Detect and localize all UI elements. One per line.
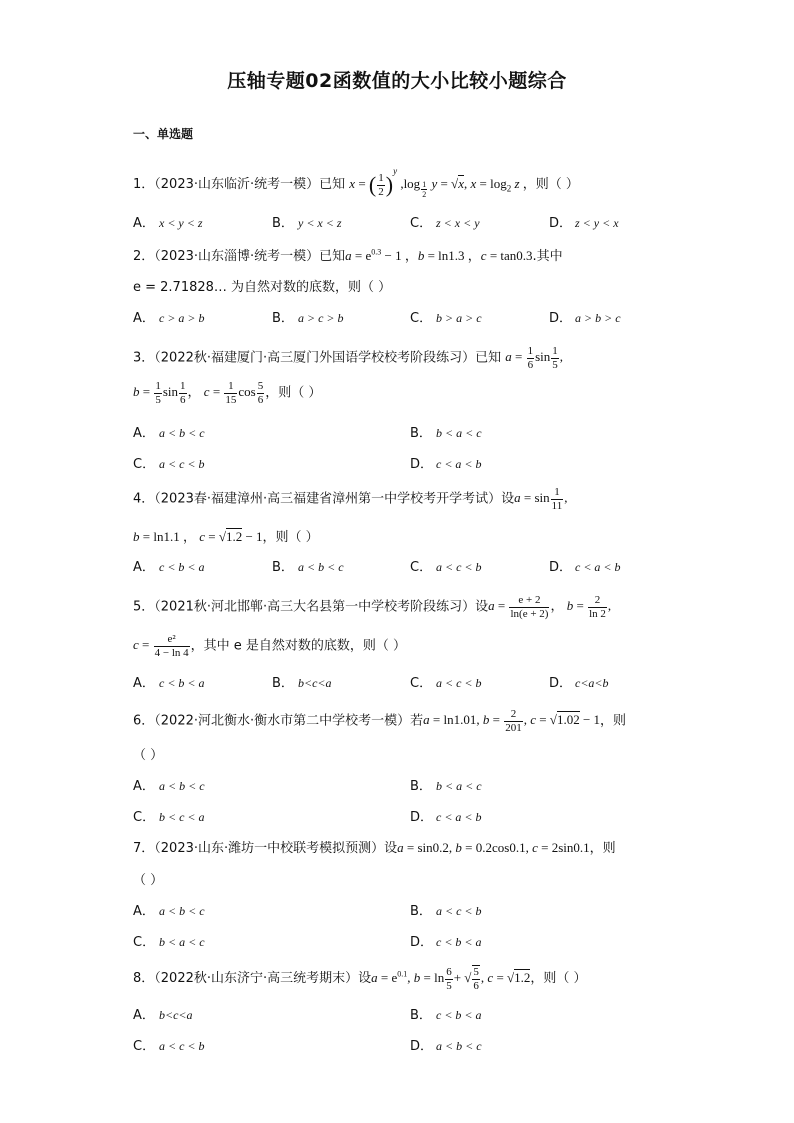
question-source: （2022·河北衡水·衡水市第二中学校考一模）若 (154, 713, 424, 729)
option-label: D． (549, 560, 573, 575)
question-4 (133, 486, 568, 513)
option-text: a < b < c (298, 560, 344, 574)
option-label: B． (272, 216, 294, 231)
option-label: B． (410, 779, 432, 794)
option-label: A． (133, 311, 155, 326)
option-text: c < b < a (159, 560, 205, 574)
question-source: （2023·山东·潍坊一中校联考模拟预测）设 (154, 841, 398, 856)
option-text: a > c > b (298, 311, 344, 325)
option-d[interactable] (549, 672, 609, 691)
option-label: B． (410, 426, 432, 441)
question-5 (133, 594, 611, 621)
question-source: （2023·山东临沂·统考一模）已知 (154, 177, 346, 192)
option-label: C． (133, 1039, 156, 1054)
option-b[interactable] (272, 556, 344, 575)
question-tail: ，则（ ） (530, 970, 587, 986)
option-text: a < b < c (159, 904, 205, 918)
option-text: b > a > c (436, 311, 482, 325)
question-math: a = ln1.01, b = $\frac{2}{201}$ , c = √1.02 − 1 (423, 708, 601, 734)
option-d[interactable] (410, 453, 482, 472)
option-label: C． (410, 311, 433, 326)
option-text: a < b < c (159, 779, 205, 793)
question-math: $a = e^{0.3} - 1$ ，b = ln1.3 ，c = tan0.3 (345, 247, 533, 263)
question-3 (133, 345, 563, 372)
question-number: 6． (133, 713, 155, 729)
option-c[interactable] (133, 931, 205, 950)
option-text: a < c < b (436, 904, 482, 918)
option-label: A． (133, 426, 155, 441)
option-text: c < a < b (436, 457, 482, 471)
option-b[interactable] (410, 1004, 482, 1023)
question-6-line2: （ ） (133, 748, 164, 763)
option-text: c < a < b (575, 560, 621, 574)
option-label: B． (272, 676, 294, 691)
question-2-line2: e = 2.71828… 为自然对数的底数，则（ ） (133, 280, 392, 295)
question-math: b = ln1.1 ， c = √1.2 − 1 (133, 529, 263, 544)
question-source: （2023春·福建漳州·高三福建省漳州第一中学校考开学考试）设 (154, 491, 515, 507)
option-c[interactable] (410, 307, 482, 326)
question-number: 2． (133, 249, 155, 264)
option-c[interactable] (410, 556, 482, 575)
option-text: x < y < z (159, 216, 203, 230)
question-math: b = $\frac{1}{5}$ sin $\frac{1}{6}$ ， c = $\frac{1}{15}$ cos $\frac{5}{6}$ (133, 380, 264, 406)
option-c[interactable] (133, 806, 205, 825)
option-label: A． (133, 904, 155, 919)
option-label: D． (549, 311, 573, 326)
option-b[interactable] (410, 422, 482, 441)
option-c[interactable] (133, 1035, 205, 1054)
question-source: （2022秋·山东济宁·高三统考期末）设 (154, 970, 372, 986)
option-text: a < c < b (436, 560, 482, 574)
option-d[interactable] (410, 931, 482, 950)
option-label: D． (410, 935, 434, 950)
option-text: a < b < c (436, 1039, 482, 1053)
option-text: z < y < x (575, 216, 619, 230)
question-6 (133, 708, 626, 735)
question-math: a = sin $\frac{1}{11}$ , (514, 486, 568, 512)
question-source: （2023·山东淄博·统考一模）已知 (154, 249, 346, 264)
option-a[interactable] (133, 422, 205, 441)
option-b[interactable] (272, 212, 342, 231)
question-source: （2021秋·河北邯郸·高三大名县第一中学校考阶段练习）设 (154, 599, 489, 615)
option-text: c < b < a (159, 676, 205, 690)
option-label: B． (272, 311, 294, 326)
option-d[interactable] (410, 1035, 482, 1054)
question-math: $a = e^{0.1}$, b = ln $\frac{6}{5}$ + √ $\frac{5}{6}$ , c = √1.2 (371, 965, 531, 992)
question-7 (133, 837, 616, 856)
question-number: 4． (133, 491, 155, 507)
option-c[interactable] (410, 212, 480, 231)
option-label: A． (133, 676, 155, 691)
question-2 (133, 245, 563, 264)
option-a[interactable] (133, 1004, 193, 1023)
option-text: c < a < b (436, 810, 482, 824)
option-a[interactable] (133, 775, 205, 794)
option-c[interactable] (133, 453, 205, 472)
question-number: 5． (133, 599, 155, 615)
question-number: 1． (133, 177, 155, 192)
option-b[interactable] (272, 672, 332, 691)
question-source: （2022秋·福建厦门·高三厦门外国语学校校考阶段练习）已知 (154, 350, 502, 366)
option-text: c > a > b (159, 311, 205, 325)
option-label: C． (410, 216, 433, 231)
question-3-line2: b = $\frac{1}{5}$ sin $\frac{1}{6}$ ， c = $\frac{1}{15}$ cos $\frac{5}{6}$ ，则（ ） (133, 380, 322, 406)
option-text: b < a < c (159, 935, 205, 949)
question-8 (133, 965, 587, 993)
option-label: C． (410, 676, 433, 691)
option-label: A． (133, 560, 155, 575)
option-label: C． (133, 810, 156, 825)
option-a[interactable] (133, 672, 205, 691)
question-math: c = $\frac{\text{e²}}{4 - \ln 4}$ (133, 633, 189, 659)
option-text: b < c < a (159, 810, 205, 824)
option-text: a < c < b (159, 1039, 205, 1053)
option-a[interactable] (133, 212, 203, 231)
option-text: c < b < a (436, 1008, 482, 1022)
question-math: a = sin0.2, b = 0.2cos0.1, c = 2sin0.1 (397, 840, 590, 855)
question-math: a = $\frac{1}{6}$ sin $\frac{1}{5}$ , (505, 345, 564, 371)
option-label: D． (549, 676, 573, 691)
option-text: a < b < c (159, 426, 205, 440)
option-text: a < c < b (159, 457, 205, 471)
option-text: b < a < c (436, 779, 482, 793)
question-5-line2: c = $\frac{\text{e²}}{4 - \ln 4}$ ，其中 e 是自然对数的底数，则（ ） (133, 633, 407, 659)
option-b[interactable] (272, 307, 344, 326)
option-text: y < x < z (298, 216, 342, 230)
option-label: A． (133, 216, 155, 231)
option-label: C． (410, 560, 433, 575)
question-tail: .其中 (532, 249, 563, 264)
question-tail: ，则 (589, 841, 616, 856)
option-text: c < b < a (436, 935, 482, 949)
option-text: b<c<a (298, 676, 332, 690)
option-d[interactable] (549, 307, 621, 326)
option-c[interactable] (410, 672, 482, 691)
option-text: z < x < y (436, 216, 480, 230)
option-label: B． (410, 1008, 432, 1023)
question-4-line2: b = ln1.1 ， c = √1.2 − 1，则（ ） (133, 529, 319, 545)
option-label: D． (410, 810, 434, 825)
question-math: x = ( $\frac{1}{2}$ )$^y$ ,log $_{\frac{1}{2}}$ y = √x, $x = \log_2 z$ (349, 166, 520, 200)
option-text: b < a < c (436, 426, 482, 440)
option-a[interactable] (133, 900, 205, 919)
option-label: D． (410, 457, 434, 472)
option-b[interactable] (410, 900, 482, 919)
question-1 (133, 166, 579, 199)
option-b[interactable] (410, 775, 482, 794)
option-d[interactable] (410, 806, 482, 825)
option-label: A． (133, 779, 155, 794)
option-text: c<a<b (575, 676, 609, 690)
question-tail: ，则 (600, 713, 627, 729)
question-number: 7． (133, 841, 155, 856)
option-text: b<c<a (159, 1008, 193, 1022)
option-d[interactable] (549, 212, 619, 231)
question-math: a = $\frac{e + 2}{\ln(e + 2)}$ ， b = $\frac{2}{\ln 2}$ , (488, 594, 612, 620)
option-label: D． (410, 1039, 434, 1054)
option-label: D． (549, 216, 573, 231)
option-text: a > b > c (575, 311, 621, 325)
option-label: B． (272, 560, 294, 575)
option-label: A． (133, 1008, 155, 1023)
question-number: 3． (133, 350, 155, 366)
question-number: 8． (133, 970, 155, 986)
option-d[interactable] (549, 556, 621, 575)
question-tail: ，则（ ） (522, 177, 579, 192)
option-text: a < c < b (436, 676, 482, 690)
page-title: 压轴专题02函数值的大小比较小题综合 (227, 70, 567, 92)
option-label: C． (133, 935, 156, 950)
option-a[interactable] (133, 307, 205, 326)
section-heading: 一、单选题 (133, 127, 194, 141)
option-label: C． (133, 457, 156, 472)
option-label: B． (410, 904, 432, 919)
option-a[interactable] (133, 556, 205, 575)
question-7-line2: （ ） (133, 873, 164, 888)
